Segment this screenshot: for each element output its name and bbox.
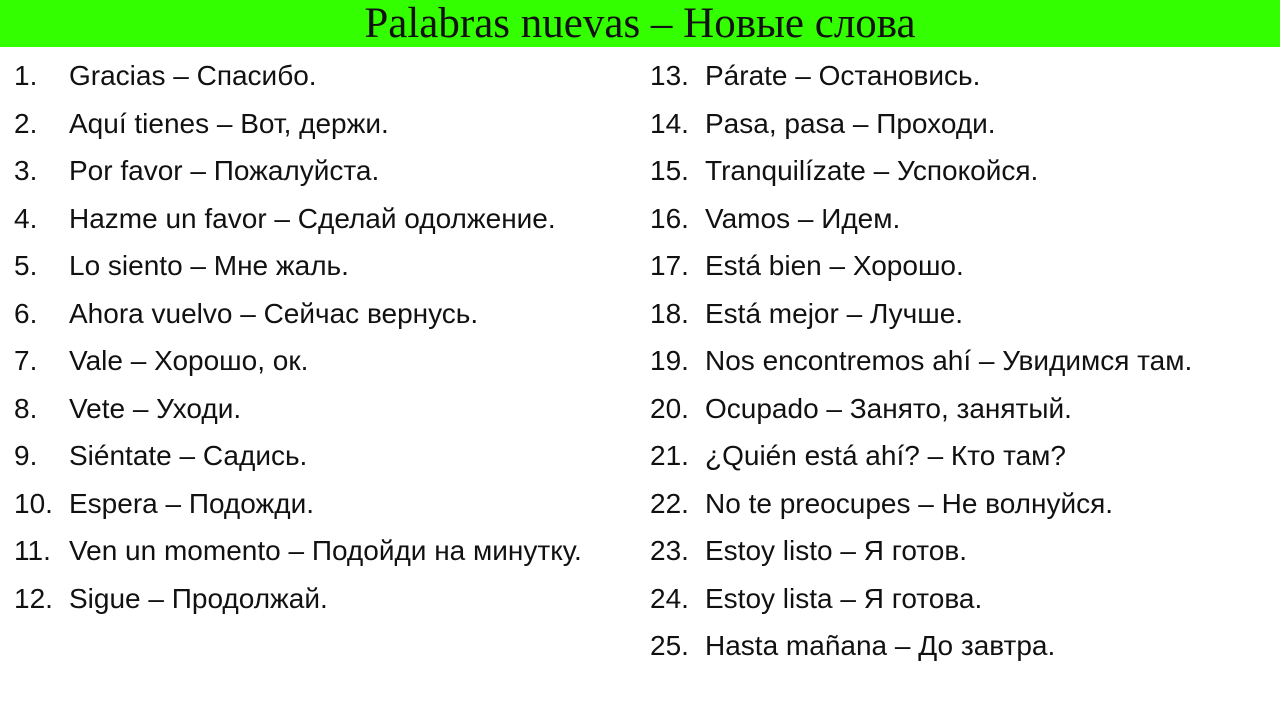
item-number: 2. (14, 107, 38, 139)
list-item (650, 533, 1270, 569)
list-item (650, 106, 1270, 142)
word-list-left (14, 58, 614, 628)
item-number: 17. (650, 250, 689, 281)
list-item (14, 533, 614, 569)
item-number: 1. (14, 60, 38, 91)
item-number: 4. (14, 202, 38, 234)
list-item (14, 343, 614, 379)
item-text: Ocupado – Занято, занятый. (705, 392, 1072, 424)
list-item (650, 581, 1270, 617)
list-item (650, 201, 1270, 237)
item-text: Lo siento – Мне жаль. (69, 250, 349, 281)
item-text: Vale – Хорошо, ок. (69, 345, 309, 376)
list-item (14, 486, 614, 522)
item-text: Estoy listo – Я готов. (705, 535, 968, 566)
list-item (650, 58, 1270, 94)
item-number: 10. (14, 487, 53, 519)
list-item (650, 486, 1270, 522)
item-number: 22. (650, 487, 689, 519)
item-text: Ahora vuelvo – Сейчас вернусь. (69, 297, 479, 329)
item-text: Hazme un favor – Сделай одолжение. (69, 202, 556, 234)
item-number: 8. (14, 392, 38, 424)
list-item (14, 581, 614, 617)
item-text: ¿Quién está ahí? – Кто там? (705, 440, 1067, 471)
item-text: Siéntate – Садись. (69, 440, 308, 471)
item-number: 23. (650, 535, 689, 566)
list-item (650, 153, 1270, 189)
page-title: Palabras nuevas – Новые слова (364, 0, 916, 47)
item-text: Vete – Уходи. (69, 392, 242, 424)
item-text: Por favor – Пожалуйста. (69, 155, 380, 186)
item-number: 25. (650, 630, 689, 661)
item-number: 5. (14, 250, 38, 281)
item-number: 12. (14, 582, 53, 614)
item-text: Aquí tienes – Вот, держи. (69, 107, 389, 139)
list-item (14, 438, 614, 474)
list-item (650, 391, 1270, 427)
item-text: Sigue – Продолжай. (69, 582, 328, 614)
item-text: Vamos – Идем. (705, 202, 901, 234)
item-number: 11. (14, 535, 51, 566)
item-number: 7. (14, 345, 38, 376)
item-text: Espera – Подожди. (69, 487, 315, 519)
item-text: Párate – Остановись. (705, 60, 981, 91)
item-text: Gracias – Спасибо. (69, 60, 317, 91)
item-number: 16. (650, 202, 689, 234)
list-item (14, 106, 614, 142)
list-item (14, 58, 614, 94)
list-item (650, 296, 1270, 332)
item-number: 9. (14, 440, 38, 471)
item-text: Hasta mañana – До завтра. (705, 630, 1056, 661)
list-item (650, 343, 1270, 379)
item-number: 24. (650, 582, 689, 614)
list-item (650, 438, 1270, 474)
item-number: 19. (650, 345, 689, 376)
item-number: 21. (650, 440, 689, 471)
list-item (14, 201, 614, 237)
list-item (650, 628, 1270, 664)
item-number: 6. (14, 297, 38, 329)
list-item (14, 248, 614, 284)
list-item (14, 296, 614, 332)
item-text: Nos encontremos ahí – Увидимся там. (705, 345, 1193, 376)
item-text: Pasa, pasa – Проходи. (705, 107, 996, 139)
list-item (14, 153, 614, 189)
item-number: 20. (650, 392, 689, 424)
item-text: Está mejor – Лучше. (705, 297, 964, 329)
item-text: Está bien – Хорошо. (705, 250, 964, 281)
item-text: Tranquilízate – Успокойся. (705, 155, 1039, 186)
item-text: Estoy lista – Я готова. (705, 582, 983, 614)
item-number: 18. (650, 297, 689, 329)
item-number: 13. (650, 60, 689, 91)
title-bar (0, 0, 1280, 47)
item-number: 14. (650, 107, 689, 139)
word-list-right (650, 58, 1270, 676)
item-number: 15. (650, 155, 689, 186)
list-item (14, 391, 614, 427)
item-text: No te preocupes – Не волнуйся. (705, 487, 1114, 519)
item-number: 3. (14, 155, 38, 186)
item-text: Ven un momento – Подойди на минутку. (69, 535, 582, 566)
list-item (650, 248, 1270, 284)
